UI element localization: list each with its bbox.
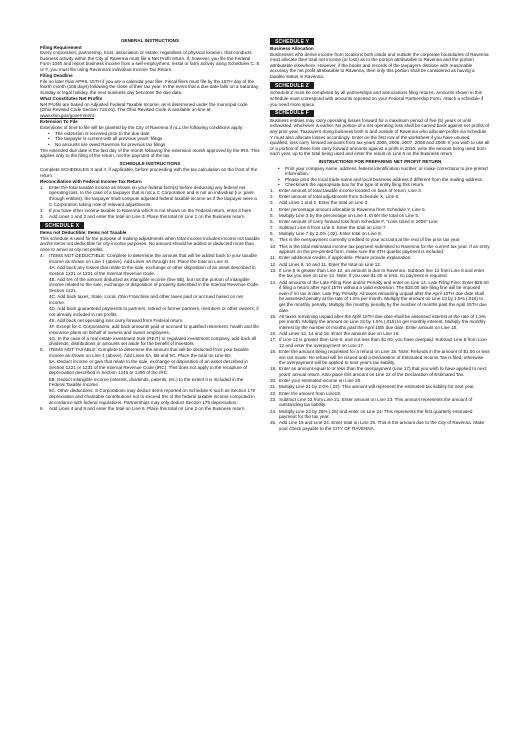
line-instruction: 15. All taxes remaining unpaid after the April 15TH due date shall be assessed interest at the rate of 1.5% per month. Multiply the amount on Line 13 by 1.5% (.015) to get monthly interest. Multiply the monthly interest by the number of months past the April 15th due date. Enter amount on Line 15. <box>270 313 486 330</box>
business-allocation-text: Businesses who derive income from locations both inside and outside the corporate boundaries of Ravenna must allocate their total net income (or loss) as to the portion attributable to Ravenna and the portion attributable elsewhere. However, if the books and records of the taxpayers disclose with reasonable accuracy the net profit attributable to Ravenna, then only this portion shall be considered as having a taxable status in Ravenna. <box>270 51 489 80</box>
bullet-icon: • <box>278 176 280 182</box>
line-instruction: 1. Enter amount of total taxable income located on back of return, Line 3. <box>270 187 423 193</box>
line-instruction: 13. If Line 8 is greater than Line 12, an amount is due to Ravenna. Subtract line 12 from Line 8 and enter the tax you owe on Line 13. Note: If you owe $1.00 or less, no payment is required. <box>270 267 485 279</box>
line-instruction: 3. Add Lines 1 and 2. Enter the total on Line 3. <box>270 200 369 206</box>
list-item: 3. Add Lines 1 and 2 and enter the total on Line 3. Place this total on Line 1 on the Business return. <box>40 213 246 219</box>
list-item: • Checkmark the appropriate box for the type of entity filing this return. <box>278 182 425 188</box>
list-item: 4. ITEMS NOT DEDUCTIBLE: Complete to determine the amount that will be added back to your taxable income as shown on Line 1 (above). Add Lines 4A through 4H. Place the total on Line 4I. <box>40 253 258 264</box>
sub-item: 4E. Add back net operating loss carry forward from Federal return. <box>49 317 184 323</box>
bullet-icon: • <box>48 136 50 142</box>
line-instruction: 25. Add Line 16 and Line 24. Enter total on Line 25. This is the amount due to the City of Ravenna. Make your check payable to the CITY OF RAVENNA. <box>270 420 485 431</box>
filing-requirement-heading: Filing Requirement <box>40 44 82 50</box>
list-item: • The extension is received prior to the due date <box>48 130 150 136</box>
line-instruction: 18. Enter the amount being requested for a refund on Line 18. Note: Refunds in the amount of $1.00 or less are not made. No refund will be issued until a Declaration of Estimated Income Tax is filed, otherwise the overpayment will be applied to next year's tax liability. <box>270 349 490 366</box>
line-instruction: 17. If Line 12 is greater than Line 8, and not less than $1.00, you have overpaid. Subtract Line 8 from Line 12 and enter the overpayment on Line 17. <box>270 337 487 348</box>
schedule-x-list-3 <box>40 406 260 412</box>
line-instruction: 19. Enter an amount equal to or less than the overpayment (Line 17) that you wish to have applied to next years' annual return. Also place this amount on Line 22 of the Declaration of Estimated Tax. <box>270 366 487 378</box>
schedule-instructions-title: SCHEDULE INSTRUCTIONS <box>119 160 181 166</box>
line-instructions-list <box>270 188 490 432</box>
schedule-f-badge: SCHEDULE F <box>270 110 314 117</box>
right-column <box>270 36 490 749</box>
sub-item: 5B. Deduct intangible income (interest, dividends, patents, etc.) to the extent it is included in the Federal Taxable Income. <box>49 376 244 388</box>
ohio-gov-link[interactable]: www.ohio.gov/government <box>40 112 94 118</box>
bullet-icon: • <box>278 165 280 171</box>
schedule-z-text: Schedule Z must be completed by all partnerships and associations filing returns. Amounts shown in this schedule must correspond with amounts reported on your Federal Partnership Form. Attach a schedule if you need more space. <box>270 90 484 107</box>
sub-item: 5A. Deduct income or gain that relate to the sale, exchange or disposition of an asset described in Section 1221 or 1231 of the Internal Revenue Code (IRC). This does not apply to the recapture of depreciation described in Section 1245 or 1250 of the IRC. <box>49 359 248 376</box>
extension-text: Extensions of time to file will be granted by the City of Ravenna if ALL the following conditions apply: <box>40 124 244 130</box>
list-item: 1. Enter the total taxable income as shown on your federal form(s) before deducting any federal net operating loss. In the case of a taxpayer that is not a C Corporation and is not an individual (i.e. pass-through entities), the taxpayer shall compute adjusted federal taxable income as if the taxpayer were a C Corporation taking note of relevant adjustments. <box>40 184 257 207</box>
line-instruction: 6. Enter amount of carry forward loss from Schedule F, "Loss Used in 2008" Line <box>270 218 438 224</box>
preparing-return-title: INSTRUCTIONS FOR PREPARING NET PROFIT RETURN <box>318 158 442 164</box>
items-not-deductible-heading: Items not Deductible; Items not Taxable <box>40 230 127 236</box>
schedule-y-badge: SCHEDULE Y <box>270 38 314 45</box>
items-not-deductible-text: This schedule is used for the purpose of making adjustments when total income includes income not taxable and/or items not deductible for city income purposes. No amount should be added or deducted more than once to arrive at city net profits. <box>40 235 260 253</box>
line-instruction: 11. Enter additional credits, if applicable. Please provide explanation: <box>270 255 412 261</box>
filing-deadline-heading: Filing Deadline <box>40 73 73 79</box>
line-instruction: 7. Subtract Line 6 from Line 5. Enter the total on Line 7. <box>270 225 387 231</box>
left-column <box>40 36 260 749</box>
schedule-z-badge: SCHEDULE Z <box>270 82 314 89</box>
line-instruction: 8. Multiply Line 7 by 2.0% (.02). Enter total on Line 8. <box>270 231 382 237</box>
extension-text-2: The extended due date is the last day of the month following the extension month approved by the IRS. This applies only to the filing of the return, not the payment of the tax. <box>40 147 260 159</box>
schedule-x-badge: SCHEDULE X <box>40 222 84 229</box>
line-instruction: 21. Multiply Line 21 by 2.0% (.02). This amount will represent the estimated tax liability for next year. <box>270 384 475 390</box>
line-instruction: 10. This is the total estimated income tax payment submitted to Ravenna for the current tax year. If an entry appears on the pre-printed form, make sure the 4TH quarter payment is included. <box>270 243 490 255</box>
list-item: 2. If you have other income taxable to Ravenna which is not shown on the Federal return, enter it here. <box>40 207 253 213</box>
bullet-icon: • <box>48 142 50 148</box>
sub-item: 4C. Add back taxes, State, Local, Ohio Franchise and other taxes paid or accrued based on net income. <box>49 294 243 305</box>
line-instruction: 20. Enter your estimated income on Line 20. <box>270 378 362 384</box>
sub-item: 4F. Except for C Corporations, add back amounts paid or accrued to qualified retirement, health and life insurance plans on behalf of owners and owner employees. <box>49 323 259 335</box>
line-instruction: 2. Enter amount of total adjustments from Schedule X, Line 6. <box>270 194 400 200</box>
filing-requirement-text: Every corporation, partnership, trust, association or estate, regardless of physical location, that conducts business activity within the City of Ravenna must file a Net Profit return. If, however, you file the Federal Form 1040 and report business income from a self-employment, rental or farm activity using Schedules C, E or F, you must file using Ravenna's individual Income Tax Return. <box>40 50 260 72</box>
line-instruction: 22. Enter the amount from Line19. <box>270 390 342 396</box>
filing-deadline-text: File no later than APRIL 15TH if you are a calendar year filer. Fiscal filers must file by the 15TH day of the fourth month (105 days) following the close of their tax year. In the event that a due date falls on a Saturday, Sunday or legal holiday, the next business day becomes the due date. <box>40 78 260 95</box>
sub-item: 4D. Add back guaranteed payments to partners, retired or former partners, members or other owners, if not already included in net profits. <box>49 305 259 317</box>
list-item: • The taxpayer is current with all previous years' filings <box>48 136 163 142</box>
line-instruction: 23. Subtract Line 22 from Line 21. Enter amount on Line 23. This amount represents the amount of outstanding tax liability. <box>270 396 473 408</box>
line-instruction: 16. Add Lines 13, 14 and 15. Enter the amount due on Line 16. <box>270 331 400 337</box>
sub-item: 4B. Add 5% of the amount deducted as intangible income (line 5B), but not the portion of intangible income related to the sale, exchange or disposition of property described in the Internal Revenue Code, Section 1221. <box>49 276 260 293</box>
schedule-x-list <box>40 253 260 264</box>
list-item: • No amounts are owed Ravenna for previous tax filings <box>48 142 166 148</box>
reconciliation-heading: Reconciliation with Federal Income Tax Return <box>40 179 142 185</box>
reconciliation-list <box>40 185 260 220</box>
general-instructions-title: GENERAL INSTRUCTIONS <box>120 38 180 43</box>
schedule-instructions-text: Complete SCHEDULES X and Y, if applicable, before proceeding with the tax calculation on the front of the return. <box>40 167 258 179</box>
list-item: 5. ITEMS NOT TAXABLE: Complete to determine the amount that will be deducted from your taxable income as shown on Line 1 (above). Add Lines 5A, 5B and 5C. Place the total on Line 5D. <box>40 347 249 359</box>
business-allocation-heading: Business Allocation <box>270 46 314 52</box>
extension-heading: Extension To File <box>40 119 78 125</box>
bullet-icon: • <box>278 182 280 188</box>
list-item: • Please print the local trade name and local business address if different from the mailing address. <box>278 176 484 182</box>
list-item: 6. Add Lines 4 and 5 and enter the total on Line 6. Place this total on Line 2 on the Business return. <box>40 405 246 411</box>
sub-item: 4G. In the case of a real estate investment trust (REIT) or regulated investment company, add back all dividends, distributions or amounts set aside for the benefit of investors. <box>49 335 257 347</box>
bullet-icon: • <box>48 130 50 136</box>
schedule-f-text: Business entities may carry operating losses forward for a maximum period of five (5) years or until exhausted, whichever is earlier. No portion of a net operating loss shall be carried back against net profits of any prior year. Taxpayers doing business both in and outside of Ravenna who allocate profits via Schedule Y must also allocate losses accordingly. Enter on the first row of the worksheet if you have unused, qualified, loss carry forward amounts from tax years 2005, 2006, 2007, 2008 and 2009. If you wish to use all or a portion of these loss carry forward amounts against a profit in 2010, write the amount being used from each year, up to the total being used and enter the result on Line 6 on the Business return. <box>270 117 490 157</box>
line-instruction: 4. Enter percentage amount allocable to Ravenna from Schedule Y, Line 5. <box>270 206 426 212</box>
line-instruction: 24. Multiply Line 23 by 25% (.25) and enter on Line 24. This represents the first quarterly estimated payment for the tax year. <box>270 408 473 420</box>
schedule-x-list-2 <box>40 347 260 358</box>
line-instruction: 14. Add amounts of the Late Filing Fine and/or Penalty and enter on Line 14. Late Filing Fine: Enter $25.00 if filing a return after April 15TH without a valid extension. The $25.00 late filing fine will be imposed even if no tax is due. Late Pay Penalty: All taxes remaining unpaid after the April 15TH due date shall be assessed penalty at the rate of 1.5% per month. Multiply the amount on Line 13 by 1.5% (.015) to get the monthly penalty. Multiply the monthly penalty by the number of months past the April 15TH due date. <box>270 279 489 313</box>
sub-item: 4A. Add back any losses that relate to the sale, exchange or other disposition of an asset described in Section 1221 or 1231 of the Internal Revenue Code. <box>49 265 256 276</box>
sub-item: 5C. Other deductions: S Corporations may deduct items reported on Schedule K such as Section 179 depreciation and charitable contributions not to exceed 5% of the federal taxable income computed in accordance with federal regulations. Partnerships may only deduct Section 179 depreciation. <box>49 388 256 405</box>
line-instruction: 12. Add Lines 9, 10 and 11. Enter the total on Line 12. <box>270 261 382 267</box>
list-item: • Print your company name, address, federal identification number, or make corrections to pre-printed information. <box>278 165 488 177</box>
net-profits-heading: What Constitutes Net Profits <box>40 96 103 102</box>
line-instruction: 5. Multiply Line 3 by the percentage on Line 4. Enter the total on Line 5. <box>270 212 420 218</box>
net-profits-text: Net Profits are based on Adjusted Federal Taxable Income, as is determined under the municipal code (Ohio Revised Code Section 718.01). The Ohio Revised Code is available on-line at: www.ohio.gov/government. <box>40 101 248 118</box>
line-instruction: 9. This is the overpayment currently credited to your account at the end of the prior tax year. <box>270 237 461 243</box>
